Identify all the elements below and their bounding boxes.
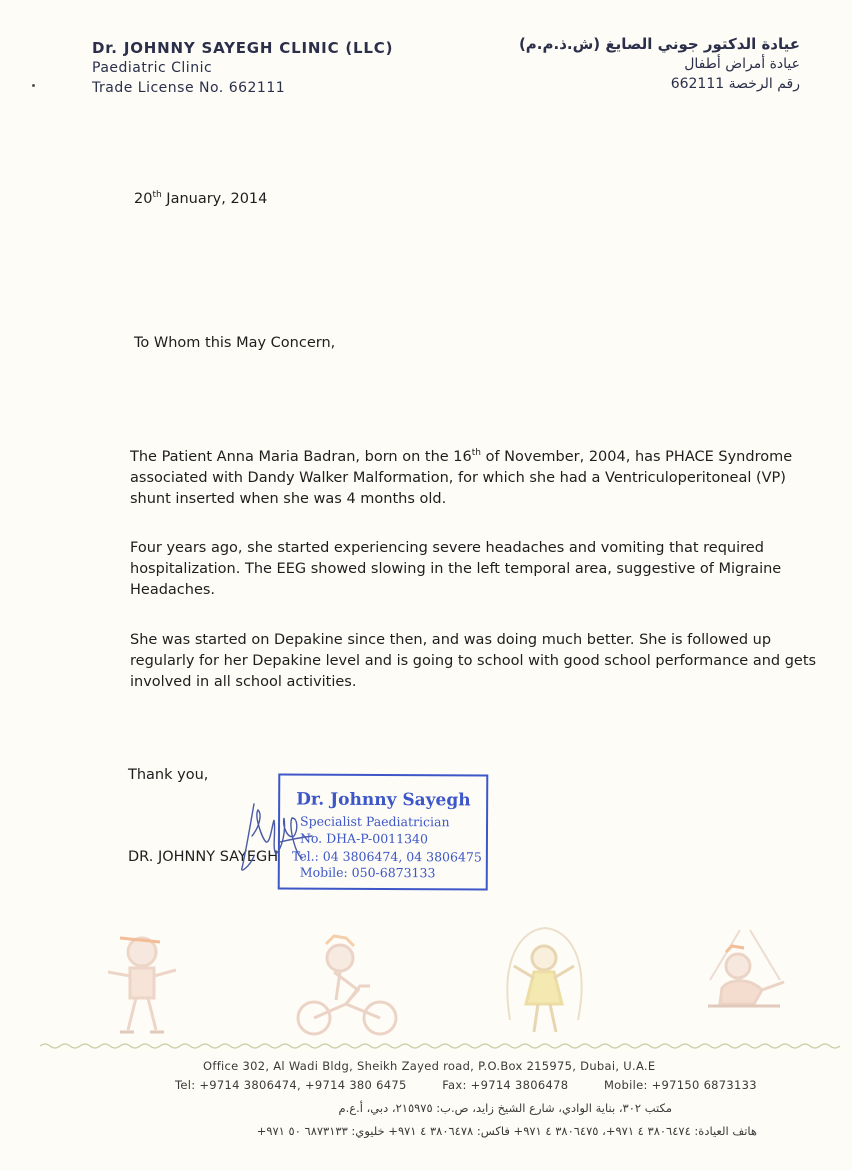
p1-sup: th (471, 448, 481, 459)
footer-address-ar: مكتب ٣٠٢، بناية الوادي، شارع الشيخ زايد، ص.ب: ٢١٥٩٧٥، دبي، أ.ع.م (338, 1101, 672, 1115)
date-suffix: th (152, 190, 162, 200)
stamp-license: No. DHA-P-0011340 (299, 830, 429, 847)
stamp-title: Specialist Paediatrician (300, 813, 450, 830)
stamp-mobile: Mobile: 050-6873133 (299, 864, 436, 881)
children-illustration (90, 920, 810, 1050)
letter-date (134, 190, 267, 207)
footer-contacts-en (175, 1078, 757, 1092)
handwritten-signature (232, 796, 322, 876)
stamp-name: Dr. Johnny Sayegh (296, 789, 471, 811)
paragraph-history: Four years ago, she started experiencing severe headaches and vomiting that required hospitalization. The EEG showed slowing in the left temporal area, suggestive of Migraine Headaches. (130, 540, 782, 598)
footer-address-en: Office 302, Al Wadi Bldg, Sheikh Zayed road, P.O.Box 215975, Dubai, U.A.E (203, 1059, 656, 1073)
letterhead-english (92, 38, 393, 98)
kid-swing-figure (708, 930, 784, 1006)
p1-part-a: The Patient Anna Maria Badran, born on the 16 (130, 449, 472, 465)
footer-mobile-en: Mobile: +97150 6873133 (603, 1078, 757, 1092)
salutation: To Whom this May Concern, (134, 335, 336, 351)
kid-bicycle-figure (298, 936, 396, 1034)
p1-part-b: of November, 2004, has PHACE Syndrome associated with Dandy Walker Malformation, for which she had a Ventriculoperitoneal (VP) shunt inserted when she was 4 months old. (130, 449, 793, 507)
letterhead-arabic (500, 34, 800, 94)
date-rest: January, 2014 (161, 190, 268, 207)
footer-fax-en: Fax: +9714 3806478 (442, 1078, 569, 1092)
clinic-type-en: Paediatric Clinic (92, 60, 213, 76)
stamp-tel: Tel.: 04 3806474, 04 3806475 (291, 848, 482, 865)
decorative-wavy-rule (40, 1042, 846, 1050)
clinic-name-en: Dr. JOHNNY SAYEGH CLINIC (LLC) (92, 39, 394, 57)
footer-tel-en: Tel: +9714 3806474, +9714 380 6475 (175, 1078, 407, 1092)
paragraph-diagnosis (130, 447, 830, 510)
closing: Thank you, (128, 767, 209, 783)
kid-jumprope-figure (507, 928, 581, 1032)
clinic-type-ar: عيادة أمراض أطفال (684, 56, 800, 72)
scan-speck (32, 84, 35, 87)
trade-license-ar: رقم الرخصة 662111 (670, 76, 800, 92)
clinic-name-ar: عيادة الدكتور جوني الصايغ (ش.ذ.م.م) (518, 35, 800, 53)
footer-phones-ar: هاتف العيادة: ٣٨٠٦٤٧٤ ٤ ٩٧١+، ٣٨٠٦٤٧٥ ٤ ٩٧١+ فاكس: ٣٨٠٦٤٧٨ ٤ ٩٧١+ خليوي: ٦٨٧٣١٣٣ ٥٠ ٩٧١+ (256, 1124, 757, 1138)
date-day: 20 (134, 190, 153, 207)
paragraph-treatment: She was started on Depakine since then, and was doing much better. She is followed up regularly for her Depakine level and is going to school with good school performance and gets involved in all school activities. (130, 632, 817, 690)
trade-license-en: Trade License No. 662111 (92, 80, 286, 96)
signatory-name: DR. JOHNNY SAYEGH (128, 849, 279, 865)
kid-left-figure (108, 938, 176, 1032)
